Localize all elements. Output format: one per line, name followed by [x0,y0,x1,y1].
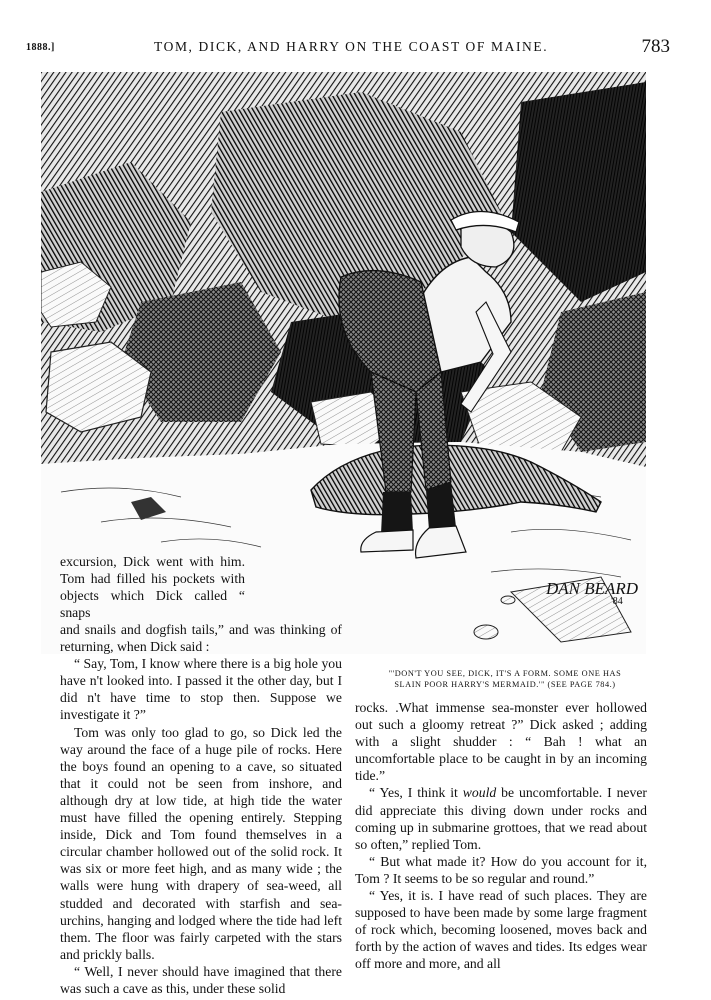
left-column-wraparound [60,553,335,621]
left-column [60,621,342,997]
text-line: excursion, Dick went with him. [60,554,245,569]
caption-line: "'DON'T YOU SEE, DICK, IT'S A FORM. SOME ONE HAS [388,669,622,678]
issue-year: 1888.] [26,42,55,53]
paragraph: “ But what made it? How do you account for it, Tom ? It seems to be so regular and round.” [355,853,647,886]
artist-signature: DAN BEARD [546,579,639,598]
emphasis-text: would [462,785,497,801]
paragraph-text: “ Yes, I think it [369,785,463,801]
paragraph: and snails and dogfish tails,” and was thinking of returning, when Dick said : [60,622,342,655]
artist-signature-year: '84 [611,596,623,607]
running-title: TOM, DICK, AND HARRY ON THE COAST OF MAINE. [154,39,549,54]
paragraph: “ Well, I never should have imagined that there was such a cave as this, under these solid [60,963,342,996]
text-line: objects which Dick called “ snaps [60,588,245,621]
paragraph [355,784,647,852]
caption-line: SLAIN POOR HARRY'S MERMAID.'" (SEE PAGE 784.) [394,679,616,689]
page-number: 783 [641,36,670,57]
paragraph: rocks. .What immense sea-monster ever hollowed out such a gloomy retreat ?” Dick asked ; adding with a slight shudder : “ Bah ! what an uncomfortable place to be caught in by an incoming tide.” [355,700,647,784]
paragraph-text: be uncomfortable. I never did appreciate this diving down under rocks and coming up in submarine grottoes, that we read about so often,” replied Tom. [355,785,647,852]
running-head [26,36,670,60]
text-line: Tom had filled his pockets with [60,571,245,587]
paragraph: “ Yes, it is. I have read of such places. They are supposed to have been made by some large fragment of rock which, becoming loosened, moves back and forth by the action of waves and tides. Its edges wear off more and more, and all [355,888,647,972]
illustration-caption [360,669,650,690]
paragraph: Tom was only too glad to go, so Dick led the way around the face of a huge pile of rocks. Here the boys found an opening to a cave, so situated that it could not be seen from inshore, and although dry at low tide, at high tide the water must have filled the opening entirely. Stepping inside, Dick and Tom found themselves in a circular chamber hollowed out of the solid rock. It was six or more feet high, and as many wide ; the walls were hung with drapery of sea-weed, all studded and decorated with starfish and sea-urchins, hanging and lodged where the tide had left them. The floor was fairly carpeted with the stars and prickly balls. [60,724,342,962]
paragraph: “ Say, Tom, I know where there is a big hole you have n't looked into. I passed it the other day, but I did n't have time to stop then. Suppose we investigate it ?” [60,656,342,723]
right-column [355,699,647,973]
